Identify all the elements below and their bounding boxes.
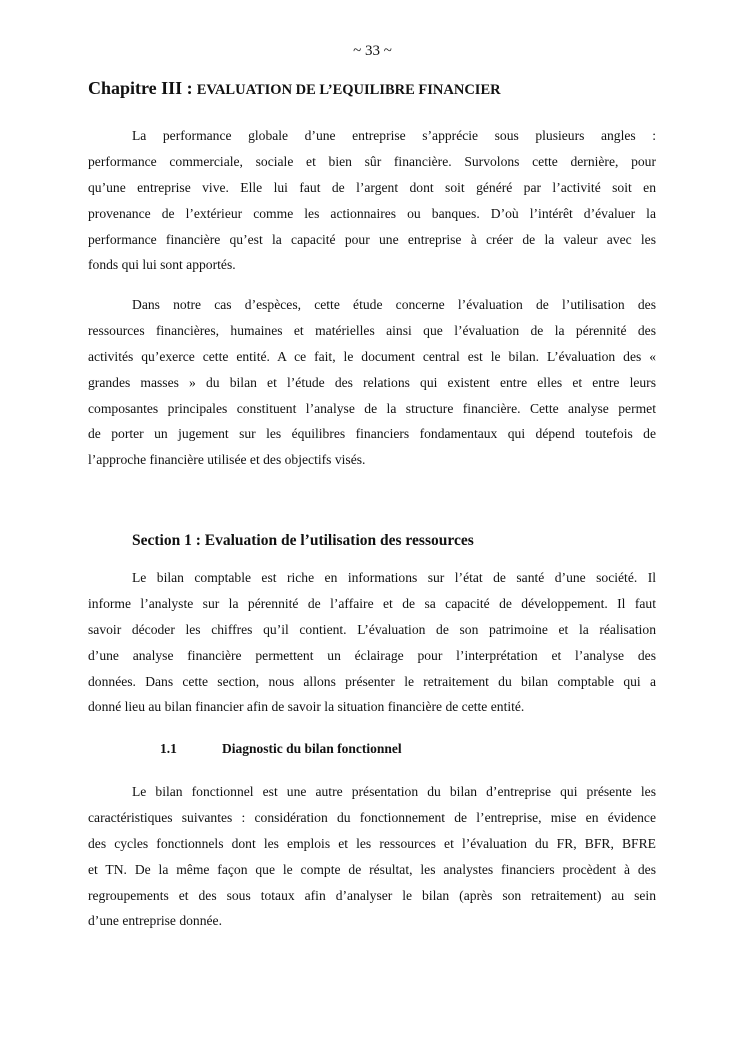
page-number: ~ 33 ~ (353, 43, 392, 59)
text-line: de porter un jugement sur les équilibres financiers fondamentaux qui dépend toutefois de (88, 426, 656, 442)
paragraph-intro (88, 123, 656, 278)
text-line: Le bilan comptable est riche en informations sur l’état de santé d’une société. Il (132, 570, 656, 585)
text-line: ressources financières, humaines et matérielles ainsi que l’évaluation de la pérennité des (88, 322, 656, 338)
chapter-label: Chapitre III : (88, 78, 193, 98)
text-line: performance financière qu’est la capacité pour une entreprise à créer de la valeur avec les (88, 231, 656, 247)
text-line: l’approche financière utilisée et des objectifs visés. (88, 452, 366, 468)
text-line: informe l’analyste sur la pérennité de l’affaire et de sa capacité de développement. Il faut (88, 595, 656, 611)
subsection-number: 1.1 (160, 741, 177, 756)
paragraph-section-1 (88, 565, 656, 720)
paragraph-bilan-fonctionnel (88, 779, 656, 934)
section-heading: Section 1 : Evaluation de l’utilisation des ressources (132, 532, 474, 549)
text-line: d’une analyse financière permettent un éclairage pour l’interprétation et l’analyse des (88, 647, 656, 663)
paragraph-context (88, 292, 656, 473)
text-line: caractéristiques suivantes : considération du fonctionnement de l’entreprise, mise en évidence (88, 809, 656, 825)
text-line: savoir décoder les chiffres qu’il contient. L’évaluation de son patrimoine et la réalisation (88, 621, 656, 637)
chapter-title: EVALUATION DE L’EQUILIBRE FINANCIER (196, 82, 501, 98)
text-line: données. Dans cette section, nous allons présenter le retraitement du bilan comptable qui a (88, 673, 656, 689)
text-line: activités qu’exerce cette entité. A ce fait, le document central est le bilan. L’évaluation des « (88, 348, 656, 364)
text-line: fonds qui lui sont apportés. (88, 257, 236, 273)
text-line: La performance globale d’une entreprise s’apprécie sous plusieurs angles : (132, 128, 656, 143)
subsection-title: Diagnostic du bilan fonctionnel (222, 741, 402, 756)
chapter-heading (88, 78, 501, 99)
text-line: donné lieu au bilan financier afin de savoir la situation financière de cette entité. (88, 699, 525, 715)
text-line: Le bilan fonctionnel est une autre présentation du bilan d’entreprise qui présente les (132, 784, 656, 799)
text-line: grandes masses » du bilan et l’étude des relations qui existent entre elles et entre leurs (88, 374, 656, 390)
text-line: composantes principales constituent l’analyse de la structure financière. Cette analyse permet (88, 400, 656, 416)
text-line: et TN. De la même façon que le compte de résultat, les analystes financiers procèdent à des (88, 861, 656, 877)
text-line: qu’une entreprise vive. Elle lui faut de l’argent dont soit généré par l’activité soit en (88, 179, 656, 195)
text-line: performance commerciale, sociale et bien sûr financière. Survolons cette dernière, pour (88, 153, 656, 169)
text-line: d’une entreprise donnée. (88, 913, 222, 929)
text-line: regroupements et des sous totaux afin d’analyser le bilan (après son retraitement) au sein (88, 887, 656, 903)
text-line: Dans notre cas d’espèces, cette étude concerne l’évaluation de l’utilisation des (132, 297, 656, 312)
text-line: des cycles fonctionnels dont les emplois et les ressources et l’évaluation du FR, BFR, BFRE (88, 835, 656, 851)
text-line: provenance de l’extérieur comme les actionnaires ou banques. D’où l’intérêt d’évaluer la (88, 205, 656, 221)
